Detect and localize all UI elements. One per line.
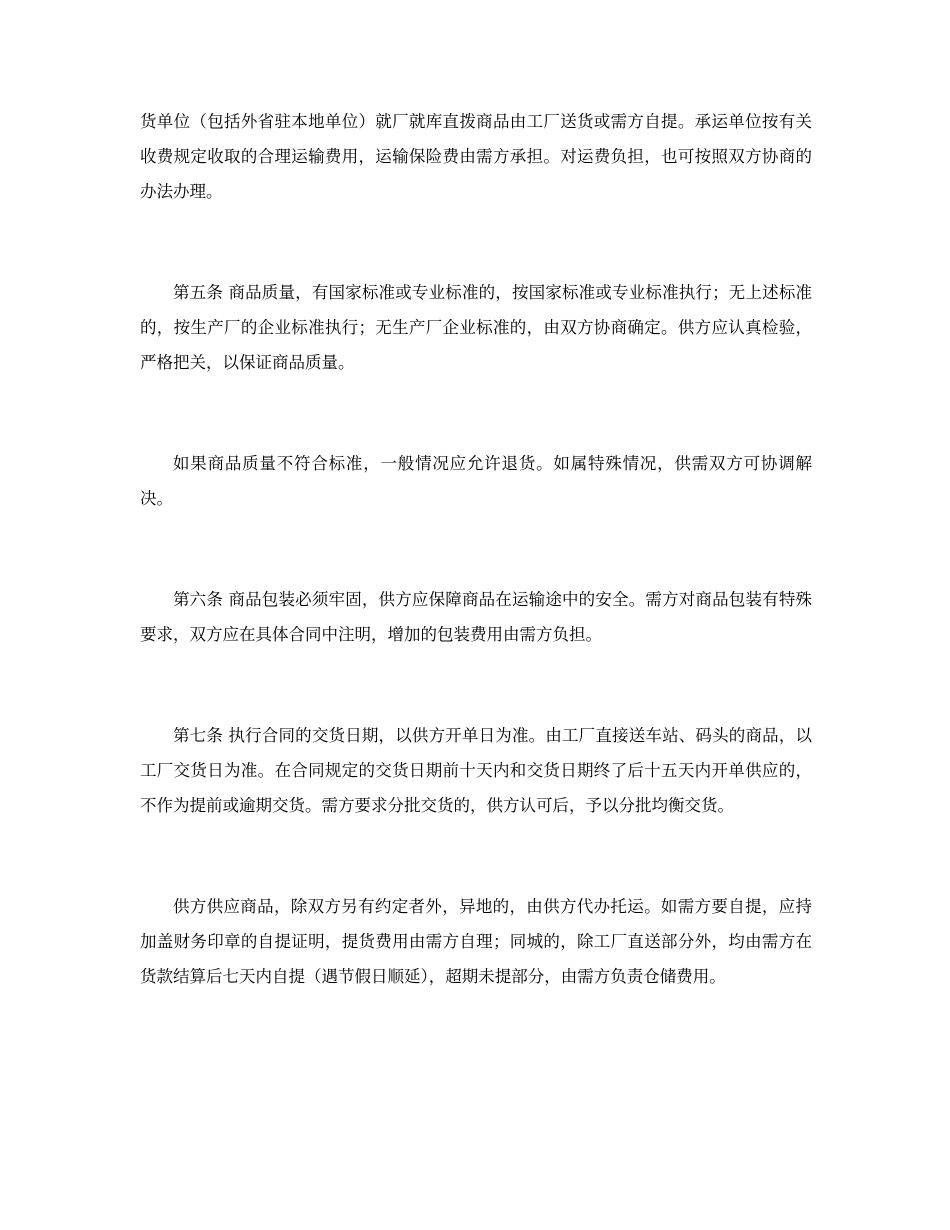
paragraph-shipping: 供方供应商品，除双方另有约定者外，异地的，由供方代办托运。如需方要自提，应持加盖财务印章的自提证明，提货费用由需方自理；同城的，除工厂直送部分外，均由需方在货款结算后七天内自提（遇节假日顺延），超期未提部分，由需方负责仓储费用。 <box>140 897 812 986</box>
paragraph-article-5: 第五条 商品质量，有国家标准或专业标准的，按国家标准或专业标准执行；无上述标准的，按生产厂的企业标准执行；无生产厂企业标准的，由双方协商确定。供方应认真检验，严格把关，以保证商品质量。 <box>140 283 812 372</box>
paragraph-article-6: 第六条 商品包装必须牢固，供方应保障商品在运输途中的安全。需方对商品包装有特殊要求，双方应在具体合同中注明，增加的包装费用由需方负担。 <box>140 590 812 644</box>
paragraph-return-policy: 如果商品质量不符合标准，一般情况应允许退货。如属特殊情况，供需双方可协调解决。 <box>140 454 812 508</box>
paragraph-continuation: 货单位（包括外省驻本地单位）就厂就库直拨商品由工厂送货或需方自提。承运单位按有关收费规定收取的合理运输费用，运输保险费由需方承担。对运费负担，也可按照双方协商的办法办理。 <box>140 112 812 201</box>
document-body <box>140 104 812 1060</box>
paragraph-article-7: 第七条 执行合同的交货日期，以供方开单日为准。由工厂直接送车站、码头的商品，以工厂交货日为准。在合同规定的交货日期前十天内和交货日期终了后十五天内开单供应的，不作为提前或逾期交货。需方要求分批交货的，供方认可后，予以分批均衡交货。 <box>140 726 812 815</box>
